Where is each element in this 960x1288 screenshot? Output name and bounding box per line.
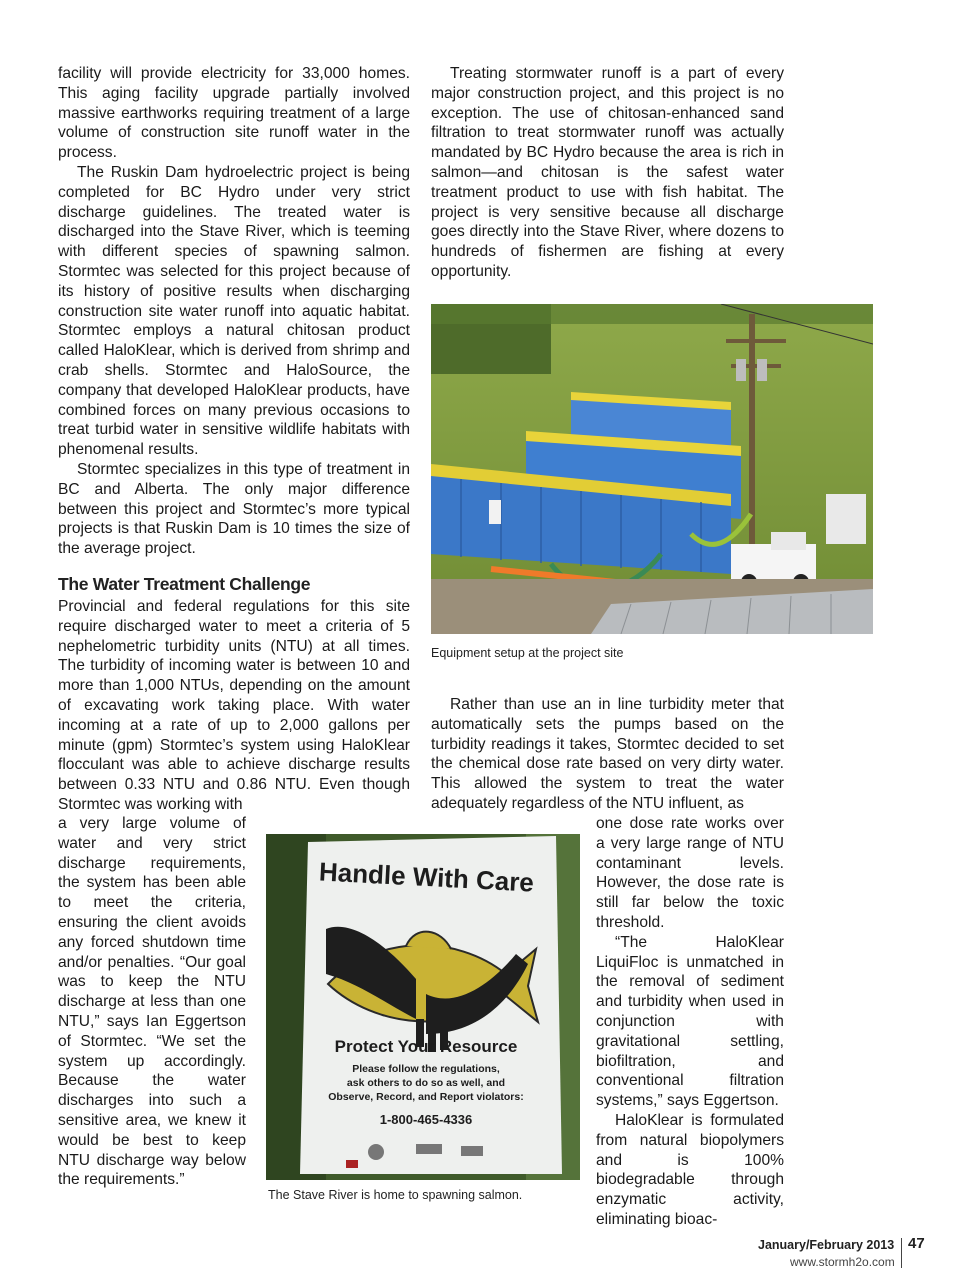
left-column-narrow [58, 814, 246, 1190]
left-column-top [58, 64, 410, 559]
right-column-narrow [596, 814, 784, 1230]
sign-line: ask others to do so as well, and [346, 1077, 506, 1089]
paragraph: HaloKlear is formulated from natural biopolymers and is 100% biodegradable through enzymatic activity, eliminating bioac- [596, 1111, 784, 1228]
sign-subtitle: Protect Your Resource [334, 1037, 518, 1056]
paragraph: Provincial and federal regulations for this site require discharged water to meet a criteria of 5 nephelometric turbidity units (NTU) at all times. The turbidity of incoming water is between 10 and more than 1,000 NTUs, depending on the amount of excavating work taking place. With water incoming at a rate of up to 2,000 gallons per minute (gpm) Stormtec’s system using HaloKlear flocculant was able to achieve discharge results between 0.33 NTU and 0.86 NTU. Even though Stormtec was working with [58, 598, 410, 813]
paragraph: Rather than use an in line turbidity meter that automatically sets the pumps based on the turbidity readings it takes, Stormtec decided to set the chemical dose rate based on very dirty water. This allowed the system to treat the water adequately regardless of the NTU influent, as [431, 696, 784, 812]
section-heading: The Water Treatment Challenge [58, 574, 311, 594]
sign-photo [266, 834, 580, 1180]
sign-line: Observe, Record, and Report violators: [328, 1091, 524, 1103]
paragraph: a very large volume of water and very strict discharge requirements, the system has been able to meet the criteria, ensuring the client avoids any forced shutdown time and/or penalties. “Our goal was to keep the NTU discharge at less than one NTU,” says Ian Eggertson of Stormtec. “We set the system up accordingly. Because the water discharges into such a sensitive area, we knew it would be best to keep NTU discharge way below the requirements.” [58, 815, 246, 1189]
equipment-photo [431, 304, 873, 634]
sign-title: Handle With Care [318, 856, 535, 898]
sign-phone: 1-800-465-4336 [379, 1112, 473, 1127]
photo-caption: The Stave River is home to spawning salmon. [268, 1188, 523, 1202]
footer-divider [901, 1238, 902, 1268]
photo-caption: Equipment setup at the project site [431, 646, 624, 660]
footer-url: www.stormh2o.com [790, 1255, 895, 1269]
paragraph: The Ruskin Dam hydroelectric project is being completed for BC Hydro under very strict discharge guidelines. The treated water is discharged into the Stave River, which is teeming with different species of spawning salmon. Stormtec was selected for this project because of its history of positive results when discharging construction site water runoff into aquatic habitat. Stormtec employs a natural chitosan product called HaloKlear, which is derived from shrimp and crab shells. Stormtec and HaloSource, the company that developed HaloKlear products, have combined forces on many previous occasions to treat turbid water in sensitive wildlife habitats with phenomenal results. [58, 163, 410, 459]
page-number: 47 [908, 1235, 925, 1252]
left-column-mid [58, 597, 410, 815]
footer-issue: January/February 2013 [758, 1238, 895, 1252]
right-column-top [431, 64, 784, 282]
paragraph: “The HaloKlear LiquiFloc is unmatched in the removal of sediment and turbidity when used in conjunction with gravitational settling, biofiltration, and conventional filtration systems,” says Eggertson. [596, 933, 784, 1110]
paragraph: Treating stormwater runoff is a part of every major construction project, and this project is no exception. The use of chitosan-enhanced sand filtration to treat stormwater runoff was actually mandated by BC Hydro because the area is rich in salmon—and chitosan is the safest water treatment product to use with fish habitat. The project is very sensitive because all discharge goes directly into the Stave River, where dozens to hundreds of fishermen are fishing at every opportunity. [431, 65, 784, 280]
paragraph: facility will provide electricity for 33,000 homes. This aging facility upgrade partially involved massive earthworks requiring treatment of a large volume of construction site runoff water in the process. [58, 65, 410, 162]
right-column-mid [431, 695, 784, 814]
paragraph: Stormtec specializes in this type of treatment in BC and Alberta. The only major difference between this project and Stormtec’s more typical projects is that Ruskin Dam is 10 times the size of the average project. [58, 460, 410, 558]
paragraph: one dose rate works over a very large range of NTU contaminant levels. However, the dose rate is still far below the toxic threshold. [596, 815, 784, 931]
sign-line: Please follow the regulations, [352, 1063, 500, 1075]
